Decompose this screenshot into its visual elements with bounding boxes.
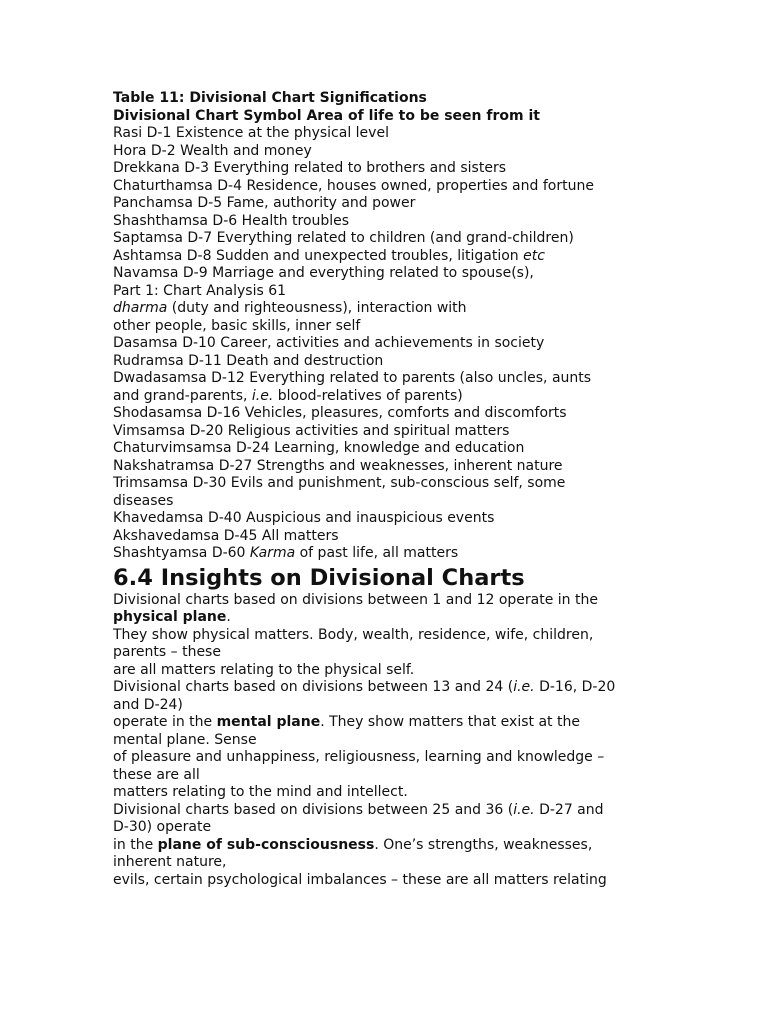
paragraph-line: inherent nature,	[113, 854, 227, 870]
bold-term: physical plane	[113, 609, 227, 625]
table-row: Drekkana D-3 Everything related to brothers and sisters	[113, 160, 506, 176]
paragraph-line: matters relating to the mind and intellect.	[113, 784, 408, 800]
table-row: Rudramsa D-11 Death and destruction	[113, 352, 384, 369]
italic-text: i.e.	[513, 801, 535, 818]
table-row: Shodasamsa D-16 Vehicles, pleasures, comforts and discomforts	[113, 405, 567, 421]
row-text: (duty and righteousness), interaction with	[167, 300, 467, 316]
bold-term: mental plane	[216, 714, 321, 730]
table-row: Nakshatramsa D-27 Strengths and weaknesses, inherent nature	[113, 457, 563, 474]
table-row: Dwadasamsa D-12 Everything related to parents (also uncles, aunts	[113, 370, 592, 386]
table-row: Dasamsa D-10 Career, activities and achievements in society	[113, 335, 545, 351]
row-text: blood-relatives of parents)	[273, 387, 463, 404]
paragraph-text: .	[226, 609, 231, 625]
paragraph-line: are all matters relating to the physical self.	[113, 661, 415, 678]
table-row: Navamsa D-9 Marriage and everything related to spouse(s),	[113, 265, 534, 281]
table-row	[113, 545, 653, 563]
row-text: of past life, all matters	[295, 545, 459, 561]
row-text: Shashtyamsa D-60	[113, 545, 250, 561]
table-row: Akshavedamsa D-45 All matters	[113, 527, 339, 544]
paragraph-text: . They show matters that exist at the	[320, 714, 580, 730]
italic-text: i.e.	[513, 679, 535, 695]
paragraph-line	[113, 837, 653, 855]
table-row: Khavedamsa D-40 Auspicious and inauspicious events	[113, 510, 495, 526]
paragraph-line: these are all	[113, 766, 200, 783]
paragraph-line	[113, 679, 653, 697]
paragraph-line: mental plane. Sense	[113, 731, 257, 748]
paragraph-text: . One’s strengths, weaknesses,	[374, 836, 593, 853]
table-row: Saptamsa D-7 Everything related to children (and grand-children)	[113, 230, 574, 246]
paragraph-line: parents – these	[113, 644, 221, 660]
bold-term: plane of sub-consciousness	[157, 836, 375, 853]
table-row: Shashthamsa D-6 Health troubles	[113, 212, 350, 229]
paragraph-line: Divisional charts based on divisions between 1 and 12 operate in the	[113, 591, 598, 608]
paragraph-text: Divisional charts based on divisions between 25 and 36 (	[113, 801, 514, 818]
paragraph-line: evils, certain psychological imbalances – these are all matters relating	[113, 871, 607, 888]
document-page	[113, 90, 653, 889]
table-row: other people, basic skills, inner self	[113, 317, 361, 334]
table-row	[113, 388, 653, 406]
table-row: Vimsamsa D-20 Religious activities and spiritual matters	[113, 422, 510, 439]
paragraph-line: of pleasure and unhappiness, religiousness, learning and knowledge –	[113, 749, 605, 765]
row-italic: etc	[523, 247, 545, 264]
table-header: Divisional Chart Symbol Area of life to be seen from it	[113, 107, 540, 124]
paragraph-text: operate in the	[113, 714, 217, 730]
row-text: and grand-parents,	[113, 387, 252, 404]
table-row: Trimsamsa D-30 Evils and punishment, sub-conscious self, some	[113, 475, 566, 491]
paragraph-line: and D-24)	[113, 696, 183, 713]
paragraph-text: D-27 and	[534, 801, 604, 818]
table-row: Hora D-2 Wealth and money	[113, 142, 312, 159]
paragraph-text: D-16, D-20	[534, 679, 616, 695]
table-row: Rasi D-1 Existence at the physical level	[113, 125, 389, 141]
row-text: Ashtamsa D-8 Sudden and unexpected troubles, litigation	[113, 247, 524, 264]
running-header: Part 1: Chart Analysis 61	[113, 282, 287, 299]
paragraph-line	[113, 714, 653, 732]
row-italic: dharma	[113, 300, 168, 316]
table-row: diseases	[113, 492, 174, 509]
section-heading: 6.4 Insights on Divisional Charts	[113, 564, 525, 591]
table-row	[113, 248, 653, 266]
paragraph-text: in the	[113, 836, 158, 853]
row-italic: i.e.	[251, 387, 274, 404]
paragraph-line: They show physical matters. Body, wealth, residence, wife, children,	[113, 626, 594, 643]
table-row	[113, 300, 653, 318]
row-italic: Karma	[249, 545, 296, 561]
paragraph-text: Divisional charts based on divisions between 13 and 24 (	[113, 679, 514, 695]
table-title: Table 11: Divisional Chart Significations	[113, 90, 427, 106]
paragraph-line	[113, 609, 653, 627]
paragraph-line: D-30) operate	[113, 819, 212, 835]
table-row: Chaturvimsamsa D-24 Learning, knowledge and education	[113, 440, 525, 456]
table-row: Panchamsa D-5 Fame, authority and power	[113, 195, 416, 211]
paragraph-line	[113, 802, 653, 820]
table-row: Chaturthamsa D-4 Residence, houses owned, properties and fortune	[113, 177, 594, 194]
